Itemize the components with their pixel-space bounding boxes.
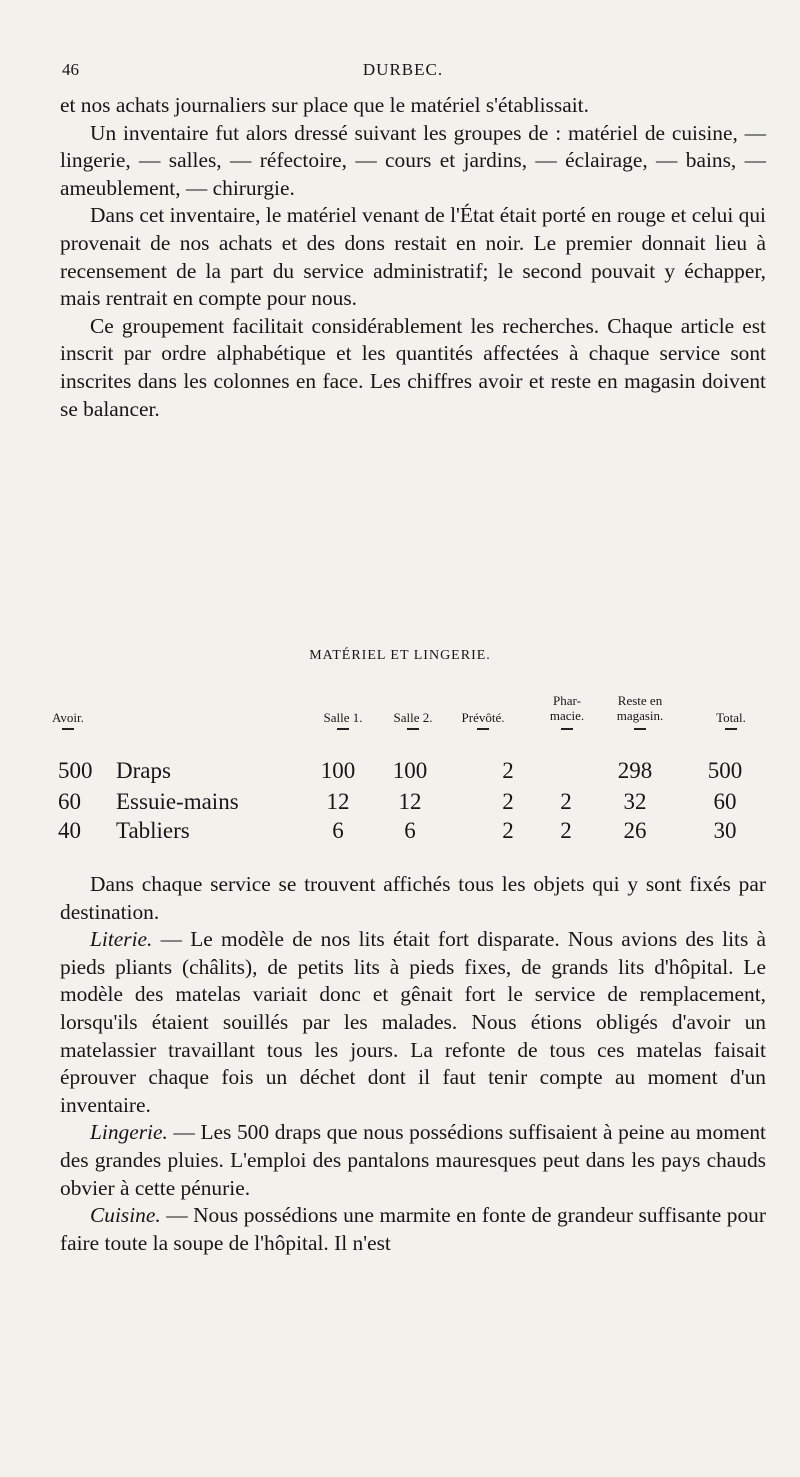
table-cell-reste: 26 [623,818,647,843]
running-title: DURBEC. [362,60,444,79]
paragraph-cuisine [60,1202,766,1257]
header-line: macie. [549,708,585,723]
header-line: magasin. [616,708,664,723]
paragraph: Ce groupement facilitait considérablement les recherches. Chaque article est inscrit par ordre alphabétique et les quantités affectées à chaque service sont inscrites dans les colonnes en face. Les chiffres avoir et reste en magasin doivent se balancer. [60,313,766,421]
paragraph-text: — Nous possédions une marmite en fonte de grandeur suffisante pour faire toute la soupe de l'hôpital. Il n'est [60,1203,766,1255]
table-cell-pharmacie: 2 [560,818,572,843]
header-dash [634,728,646,730]
table-cell-salle1: 12 [326,789,350,814]
section-label-literie: Literie. [90,927,153,952]
table-cell-avoir: 500 [58,758,93,783]
header-line: Phar- [553,693,581,708]
header-dash [407,728,419,730]
column-header-total: Total. [716,710,746,725]
column-header-avoir: Avoir. [52,710,84,725]
page-number: 46 [62,60,79,79]
header-dash [725,728,737,730]
paragraph: Dans cet inventaire, le matériel venant de l'État était porté en rouge et celui qui provenait de nos achats et des dons restait en noir. Le premier donnait lieu à recensement de la part du service administratif; le second pouvait y échapper, mais rentrait en compte pour nous. [60,203,766,311]
column-header-pharmacie [532,693,602,723]
paragraph: et nos achats journaliers sur place que le matériel s'établissait. [60,93,589,117]
column-header-salle1: Salle 1. [323,710,363,725]
table-cell-salle1: 100 [320,758,356,783]
table-cell-reste: 298 [617,758,653,783]
table-cell-item: Tabliers [116,818,190,843]
table-cell-item: Draps [116,758,171,783]
table-title: MATÉRIEL ET LINGERIE. [309,648,491,663]
table-cell-total: 30 [713,818,737,843]
paragraph-lingerie [60,1119,766,1202]
table-cell-avoir: 60 [58,789,81,814]
column-header-prevote: Prévôté. [461,710,505,725]
table-cell-prevote: 2 [502,818,514,843]
table-cell-prevote: 2 [502,789,514,814]
header-line: Reste en [617,693,663,708]
paragraph-text: — Le modèle de nos lits était fort disparate. Nous avions des lits à pieds pliants (châlits), de petits lits à pieds fixes, de grands lits d'hôpital. Le modèle des matelas variait donc et gênait fort le service de remplacement, lorsqu'ils étaient souillés par les malades. Nous étions obligés d'avoir un matelassier travaillant tous les jours. La refonte de tous ces matelas faisait éprouver chaque fois un déchet dont il faut tenir compte au moment d'un inventaire. [60,927,766,1117]
page-header [62,60,744,86]
table-cell-pharmacie: 2 [560,789,572,814]
paragraph: Dans chaque service se trouvent affichés tous les objets qui y sont fixés par destination. [60,872,766,924]
table-cell-salle2: 6 [404,818,416,843]
table-cell-total: 60 [713,789,737,814]
table-cell-salle2: 12 [398,789,422,814]
header-dash [477,728,489,730]
paragraph: Un inventaire fut alors dressé suivant les groupes de : matériel de cuisine, — lingerie, — salles, — réfectoire, — cours et jardins, — éclairage, — bains, — ameublement, — chirurgie. [60,120,766,200]
paragraph-literie [60,926,766,1119]
table-cell-prevote: 2 [502,758,514,783]
section-label-cuisine: Cuisine. [90,1203,161,1228]
text-block-lower [60,871,766,1257]
table-cell-avoir: 40 [58,818,81,843]
header-dash [561,728,573,730]
text-block-upper [60,92,766,423]
paragraph-text: — Les 500 draps que nous possédions suffisaient à peine au moment des grandes pluies. L'emploi des pantalons mauresques peut dans les pays chauds obvier à cette pénurie. [60,1120,766,1200]
column-header-salle2: Salle 2. [393,710,433,725]
table-cell-total: 500 [707,758,743,783]
section-label-lingerie: Lingerie. [90,1120,168,1145]
table-cell-item: Essuie-mains [116,789,239,814]
table-cell-salle2: 100 [392,758,428,783]
header-dash [62,728,74,730]
column-header-reste [598,693,682,723]
table-cell-reste: 32 [623,789,647,814]
table-cell-salle1: 6 [332,818,344,843]
header-dash [337,728,349,730]
